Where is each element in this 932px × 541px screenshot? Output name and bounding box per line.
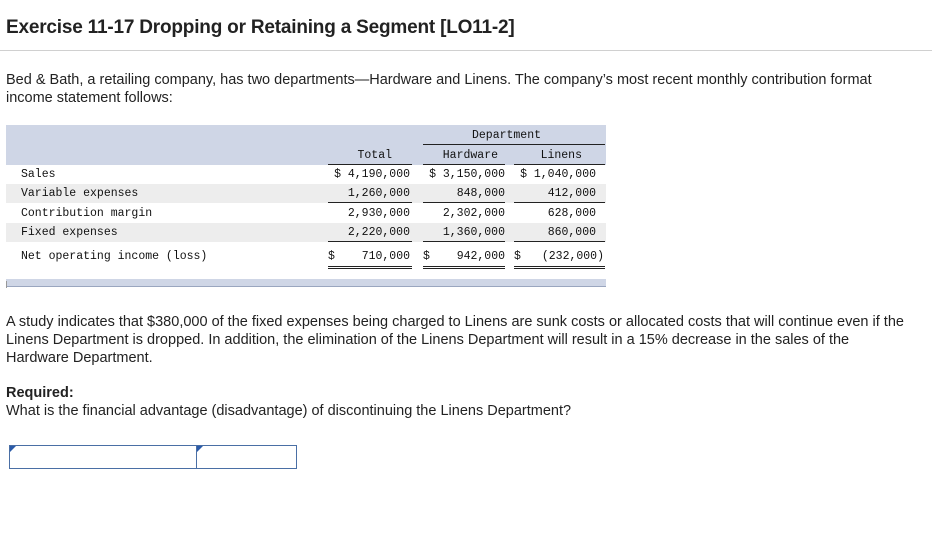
contribution-margin-hardware: 2,302,000 [442,207,505,220]
underline [423,241,505,242]
net-operating-income-total: 710,000 [361,250,410,263]
row-label-fixed-expenses: Fixed expenses [21,226,118,239]
col-underline-total [328,164,412,165]
underline [328,202,412,203]
row-label-sales: Sales [21,168,56,181]
required-section [6,384,571,420]
department-underline [423,144,605,145]
net-hardware-dollar-sign: $ [423,250,430,263]
answer-row [9,445,297,469]
row-label-contribution-margin: Contribution margin [21,207,153,220]
col-header-total: Total [357,149,392,162]
department-header: Department [472,129,542,142]
net-total-dollar-sign: $ [328,250,335,263]
sales-total: $ 4,190,000 [334,168,410,181]
table-resize-tick [6,281,7,288]
double-underline [514,266,605,267]
col-header-hardware: Hardware [442,149,498,162]
answer-amount-cell[interactable] [197,446,296,468]
question-text: What is the financial advantage (disadvantage) of discontinuing the Linens Department? [6,403,572,419]
double-underline [328,268,412,269]
double-underline [328,266,412,267]
answer-label-cell[interactable] [10,446,197,468]
net-linens-dollar-sign: $ [514,250,521,263]
row-label-net-operating-income: Net operating income (loss) [21,250,208,263]
row-label-variable-expenses: Variable expenses [21,187,139,200]
required-label: Required: [6,385,74,401]
flag-icon [10,446,16,452]
underline [514,241,605,242]
title-divider [0,50,932,51]
fixed-expenses-total: 2,220,000 [347,226,410,239]
col-header-linens: Linens [540,149,582,162]
intro-text: Bed & Bath, a retailing company, has two departments—Hardware and Linens. The company’s most recent monthly contribution format income statement follows: [6,72,872,106]
flag-icon [197,446,203,452]
underline [514,202,605,203]
variable-expenses-total: 1,260,000 [347,187,410,200]
fixed-expenses-hardware: 1,360,000 [442,226,505,239]
col-underline-hardware [423,164,505,165]
contribution-margin-linens: 628,000 [547,207,596,220]
variable-expenses-linens: 412,000 [547,187,596,200]
variable-expenses-hardware: 848,000 [456,187,505,200]
underline [328,241,412,242]
net-operating-income-hardware: 942,000 [456,250,505,263]
double-underline [423,268,505,269]
study-paragraph: A study indicates that $380,000 of the fixed expenses being charged to Linens are sunk costs or allocated costs that will continue even if the Linens Department is dropped. In addition, the elimination of the Linens Department will result in a 15% decrease in the sales of the Hardware Department. [6,314,904,366]
sales-hardware: $ 3,150,000 [429,168,505,181]
contribution-margin-total: 2,930,000 [347,207,410,220]
fixed-expenses-linens: 860,000 [547,226,596,239]
col-underline-linens [514,164,605,165]
sales-linens: $ 1,040,000 [520,168,596,181]
table-footer-band [6,279,606,287]
income-statement-table [6,125,606,287]
double-underline [423,266,505,267]
double-underline [514,268,605,269]
underline [423,202,505,203]
page-title: Exercise 11-17 Dropping or Retaining a Segment [LO11-2] [6,17,515,38]
net-operating-income-linens: (232,000) [541,250,604,263]
